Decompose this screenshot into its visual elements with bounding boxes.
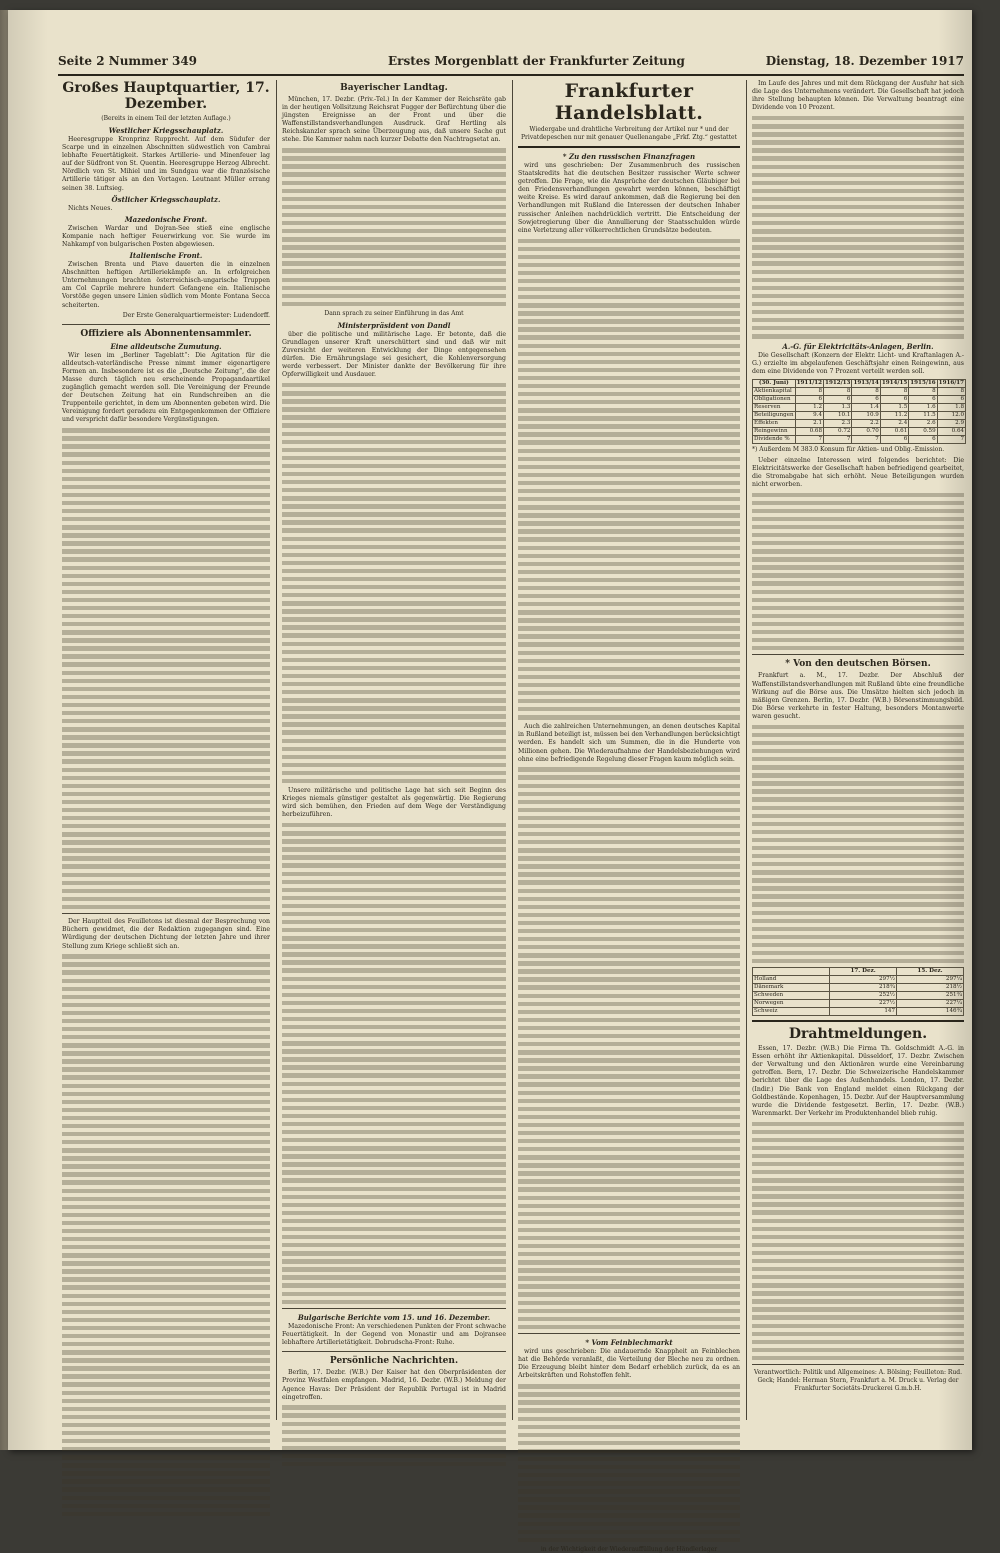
exchange-table-row (753, 1008, 964, 1016)
landtag-text-lines (282, 148, 506, 306)
balance-table-cell: 7 (937, 435, 965, 443)
exchange-table-row (753, 976, 964, 984)
balance-table-cell: 1.8 (937, 403, 965, 411)
balance-table-cell: Reserven (753, 403, 796, 411)
landtag-text-lines-3 (282, 823, 506, 1304)
balance-table-row (753, 395, 966, 403)
balance-table-row (753, 403, 966, 411)
sheet-metal-text: wird uns geschrieben: Die andauernde Knappheit an Feinblechen hat die Behörde veranlaßt, die Verteilung der Bleche neu zu ordnen. Die Erzeugung bleibt hinter dem Bedarf erheblich zurück, da es an Arbeitskräften und Rohstoffen fehlt. (518, 1348, 740, 1380)
exchange-table-row (753, 992, 964, 1000)
column-4 (752, 80, 964, 1420)
balance-table-cell: 6 (824, 395, 852, 403)
exchange-table-header-cell (753, 968, 830, 976)
exchange-table-cell: 146¾ (897, 1008, 964, 1016)
balance-table-header-cell: 1911/12 (796, 379, 823, 386)
macedonian-front-text: Zwischen Wardar und Dojran-See stieß eine englische Kompanie nach heftiger Feuerwirkung vor. Sie wurde im Nahkampf von bulgarischen Posten abgewiesen. (62, 224, 270, 248)
balance-table-cell: 2.3 (824, 419, 852, 427)
balance-table-row (753, 411, 966, 419)
exchange-table-header-cell: 17. Dez. (830, 968, 897, 976)
wire-reports-heading: Drahtmeldungen. (788, 1026, 928, 1043)
balance-table-cell: 6 (795, 395, 823, 403)
exchange-table-row (753, 984, 964, 992)
east-front-heading: Östlicher Kriegsschauplatz. (111, 194, 221, 204)
finance-article-lines (518, 239, 740, 720)
aeg-heading: A.-G. für Elektricitäts-Anlagen, Berlin. (782, 342, 934, 352)
balance-table-header-cell: 1914/15 (881, 379, 908, 386)
balance-table-cell: 2.6 (909, 419, 937, 427)
company-report-lines (752, 116, 964, 339)
balance-table-cell: 6 (937, 395, 965, 403)
balance-table-cell: 0.72 (824, 427, 852, 435)
issue-date: Dienstag, 18. Dezember 1917 (765, 54, 964, 68)
officers-article-subtitle: Eine alldeutsche Zumutung. (110, 341, 222, 351)
macedonian-front-heading: Mazedonische Front. (124, 214, 208, 224)
exchange-table-header-cell: 15. Dez. (897, 968, 964, 976)
bulgarian-reports-title: Bulgarische Berichte vom 15. und 16. Dezember. (297, 1313, 491, 1323)
balance-table-cell: 10.1 (824, 411, 852, 419)
exchange-table-cell: 251¾ (897, 992, 964, 1000)
balance-table-cell: Beteiligungen (754, 411, 794, 418)
company-report-text: Im Laufe des Jahres und mit dem Rückgang der Ausfuhr hat sich die Lage des Unternehmens verändert. Die Gesellschaft hat jedoch ihre Stellung behaupten können. Die Verwaltung beantragt eine Dividende von 10 Prozent. (752, 80, 964, 112)
balance-table-row (753, 419, 966, 427)
balance-table-cell: 11.5 (909, 411, 937, 419)
exchange-table-cell: Schweden (753, 992, 830, 1000)
personal-news-lines (282, 1405, 506, 1466)
landtag-text-1: München, 17. Dezbr. (Priv.-Tel.) In der Kammer der Reichsräte gab in der heutigen Vollsitzung Reichsrat Fugger der Befürchtung über die jüngsten Ereignisse an der Front und über die Waffenstillstandsverhandlungen Ausdruck. Graf Hertling als Reichskanzler sprach seine Überzeugung aus, daß unsere Sache gut stehe. Die Kammer nahm nach kurzer Debatte den Nachtragsetat an. (282, 96, 506, 144)
officers-article-title: Offiziere als Abonnentensammler. (80, 328, 252, 339)
finance-article-text-2: Auch die zahlreichen Unternehmungen, an denen deutsches Kapital in Rußland beteiligt ist, müssen bei den Verhandlungen berücksichtigt werden. Es handelt sich um Summen, die in die Hunderte von Millionen gehen. Die Wiederaufnahme der Handelsbeziehungen wird ohne eine befriedigende Regelung dieser Fragen kaum möglich sein. (518, 723, 740, 763)
column-rule (746, 80, 747, 1420)
landtag-subhead-2: Ministerpräsident von Dandl (337, 320, 451, 330)
balance-table-cell: 2.4 (880, 419, 908, 427)
balance-table-cell: 0.59 (909, 427, 937, 435)
feuilleton-text-lines (62, 954, 270, 1516)
feuilleton-divider (62, 913, 270, 914)
balance-table-cell: 1.6 (909, 403, 937, 411)
personal-news-title: Persönliche Nachrichten. (329, 1356, 459, 1367)
personal-news-text: Berlin, 17. Dezbr. (W.B.) Der Kaiser hat den Oberpräsidenten der Provinz Westfalen empfangen. Madrid, 16. Dezbr. (W.B.) Meldung der Agence Havas: Der Präsident der Republik Portugal ist in Madrid eingetroffen. (282, 1369, 506, 1401)
hq-report-title: Großes Hauptquartier, 17. Dezember. (62, 80, 270, 112)
column-rule (276, 80, 277, 1420)
aeg-text: Die Gesellschaft (Konzern der Elektr. Licht- und Kraftanlagen A.-G.) erzielte im abgelaufenen Geschäftsjahr einen Reingewinn, aus dem eine Dividende von 7 Prozent verteilt werden soll. (752, 352, 964, 376)
landtag-text-2: über die politische und militärische Lage. Er betonte, daß die Grundlagen unserer Kraft unerschüttert sind und daß wir mit Zuversicht der weiteren Entwicklung der Dinge entgegensehen dürfen. Die Ernährungslage sei gesichert, die Kohlenversorgung werde verbessert. Der Minister dankte der Bevölkerung für ihre Opferwilligkeit und Ausdauer. (282, 330, 506, 379)
balance-table-cell: 7 (795, 435, 823, 443)
balance-table-cell: 7 (824, 435, 852, 443)
exchange-rate-table (752, 967, 964, 1016)
exchange-table-cell: 218½ (897, 984, 964, 992)
balance-table-cell: 6 (909, 435, 937, 443)
balance-table-cell: 6 (852, 395, 880, 403)
balance-table-cell: 1.5 (880, 403, 908, 411)
balance-table-cell: 8 (824, 387, 852, 395)
balance-table-cell: 11.2 (880, 411, 908, 419)
balance-table-cell: 10.9 (852, 411, 880, 419)
wire-reports-lines (752, 1122, 964, 1361)
balance-table-header-cell: 1915/16 (910, 379, 936, 386)
finance-article-heading: * Zu den russischen Finanzfragen (562, 152, 696, 161)
balance-table-row (753, 427, 966, 435)
stock-exchange-text: Frankfurt a. M., 17. Dezbr. Der Abschluß der Waffenstillstandsverhandlungen mit Rußland übte eine freundliche Wirkung auf die Börse aus. Die Umsätze hielten sich jedoch in mäßigen Grenzen. Berlin, 17. Dezbr. (W.B.) Börsenstimmungsbild. Die Börse verkehrte in fester Haltung, besonders Montanwerte waren gesucht. (752, 672, 964, 720)
exchange-table-cell: 297½ (830, 976, 897, 984)
balance-table-cell: Reingewinn (753, 427, 796, 435)
table-footnote: *) Außerdem M 383.0 Konsum für Aktien- und Oblig.-Emission. (752, 445, 945, 453)
hq-report-subtitle: (Bereits in einem Teil der letzten Auflage.) (101, 115, 231, 122)
exchange-table-cell: Norwegen (753, 1000, 830, 1008)
wire-reports-text: Essen, 17. Dezbr. (W.B.) Die Firma Th. Goldschmidt A.-G. in Essen erhöht ihr Aktienkapital. Düsseldorf, 17. Dezbr. Zwischen der Verwaltung und den Aktionären wurde eine Vereinbarung getroffen. Bern, 17. Dezbr. Die Schweizerische Handelskammer berichtet über die Lage des Außenhandels. London, 17. Dezbr. (Indir.) Die Bank von England meldet einen Rückgang der Goldbestände. Kopenhagen, 15. Dezbr. Auf der Hauptversammlung wurde die Dividende festgesetzt. Berlin, 17. Dezbr. (W.B.) Warenmarkt. Der Verkehr im Produktenhandel blieb ruhig. (752, 1045, 964, 1117)
finance-article-text-1: wird uns geschrieben: Der Zusammenbruch des russischen Staatskredits hat die deutschen Besitzer russischer Werte schwer getroffen. Die Frage, wie die Ansprüche der deutschen Gläubiger bei den Friedensverhandlungen gewahrt werden können, beschäftigt weite Kreise. Es wird darauf ankommen, daß die Regierung bei den Verhandlungen mit Rußland die Interessen der deutschen Inhaber russischer Anleihen nachdrücklich vertritt. Die Entscheidung der Sowjetregierung über die Annullierung der Staatsschulden würde eine Verletzung aller völkerrechtlichen Grundsätze bedeuten. (518, 162, 740, 234)
balance-table-cell: 2.2 (852, 419, 880, 427)
balance-table-cell: 12.0 (937, 411, 965, 419)
sheet-metal-heading: * Vom Feinblechmarkt (585, 1338, 673, 1348)
balance-table-cell: 0.70 (852, 427, 880, 435)
finance-article-lines-2 (518, 767, 740, 1329)
balance-table-cell: 8 (852, 387, 880, 395)
exchange-table-cell: 218¾ (830, 984, 897, 992)
column-rule (512, 80, 513, 1420)
stock-exchange-lines (752, 725, 964, 964)
balance-table-cell: 0.68 (795, 427, 823, 435)
balance-table-cell: 6 (880, 395, 908, 403)
page-number: Seite 2 Nummer 349 (58, 54, 198, 68)
officers-article-text: Wir lesen im „Berliner Tageblatt“: Die Agitation für die alldeutsch-vaterländische Presse nimmt immer eigenartigere Formen an. Insbesondere ist es die „Deutsche Zeitung“, die der Masse durch täglich neu erscheinende Propagandaartikel zugänglich gemacht werden soll. Die Vereinigung der Freunde der Deutschen Zeitung hat ein Rundschreiben an die Truppenteile gerichtet, in dem um Abonnenten gebeten wird. Die Vereinigung fordert geradezu ein Entgegenkommen der Offiziere und verspricht dafür besondere Vergünstigungen. (62, 351, 270, 424)
exchange-table-cell: Schweiz (753, 1008, 830, 1016)
balance-table-cell: Aktienkapital (753, 387, 796, 395)
balance-table-cell: 1.3 (824, 403, 852, 411)
exchange-table-cell: 252½ (830, 992, 897, 1000)
sheet-metal-lines (518, 1384, 740, 1542)
balance-table-cell: 0.61 (880, 427, 908, 435)
balance-table-cell: 6 (880, 435, 908, 443)
divider (282, 1351, 506, 1352)
handelsblatt-note: Wiedergabe und drahtliche Verbreitung der Artikel nur * und der Privatdepeschen nur mit genauer Quellenangabe „Frkf. Ztg.“ gestattet (521, 126, 737, 141)
landtag-text-3: Unsere militärische und politische Lage hat sich seit Beginn des Krieges niemals günstiger gestaltet als gegenwärtig. Die Regierung wird sich bemühen, den Frieden auf dem Wege der Verständigung herbeizuführen. (282, 786, 506, 819)
balance-table-cell: 1.2 (795, 403, 823, 411)
divider (752, 1020, 964, 1022)
balance-table-cell: 2.9 (937, 419, 965, 427)
exchange-table-cell: 147 (830, 1008, 897, 1016)
exchange-table-cell: 227¼ (897, 1000, 964, 1008)
balance-table-cell: Effekten (753, 419, 796, 427)
body-text-lines (62, 428, 270, 909)
balance-table-cell: 0.64 (937, 427, 965, 435)
balance-table-header-cell: (30. Juni) (753, 379, 796, 387)
imprint: Verantwortlich: Politik und Allgemeines: A. Bölsing; Feuilleton: Rud. Geck; Handel: Herman Stern, Frankfurt a. M. Druck u. Verlag der Frankfurter Societäts-Druckerei G.m.b.H. (753, 1369, 963, 1393)
divider (62, 324, 270, 325)
balance-table-header-cell: 1912/13 (825, 379, 851, 386)
balance-table-header-cell: 1916/17 (938, 379, 965, 386)
column-2 (282, 80, 506, 1420)
report-signature: Der Erste Generalquartiermeister: Ludendorff. (122, 311, 270, 319)
exchange-table-row (753, 1000, 964, 1008)
balance-table-row (753, 435, 966, 443)
landtag-title: Bayerischer Landtag. (340, 83, 448, 93)
divider (282, 1308, 506, 1309)
east-front-text: Nichts Neues. (68, 204, 113, 212)
balance-table-cell: 9.4 (795, 411, 823, 419)
west-front-heading: Westlicher Kriegsschauplatz. (108, 126, 224, 135)
exchange-table-cell: Dänemark (753, 984, 830, 992)
balance-table-cell: 8 (880, 387, 908, 395)
exchange-table-cell: 297¼ (897, 976, 964, 984)
balance-table (752, 379, 966, 444)
balance-table-cell: 7 (852, 435, 880, 443)
stock-exchange-heading: * Von den deutschen Börsen. (785, 659, 931, 670)
masthead (58, 52, 964, 76)
balance-table-cell: Obligationen (753, 395, 796, 403)
aeg-details-text: Ueber einzelne Interessen wird folgendes berichtet: Die Elektricitätswerke der Gesellschaft haben befriedigend gearbeitet, die Stromabgabe hat sich erhöht. Neue Beteiligungen wurden nicht erworben. (752, 456, 964, 488)
balance-table-cell: 6 (909, 395, 937, 403)
bulgarian-reports-text: Mazedonische Front: An verschiedenen Punkten der Front schwache Feuertätigkeit. In der Gegend von Monastir und am Dojransee lebhaftere Artillerietätigkeit. Dobrudscha-Front: Ruhe. (282, 1323, 506, 1347)
italian-front-text: Zwischen Brenta und Piave dauerten die in einzelnen Abschnitten heftigen Artilleriekämpfe an. In erfolgreichen Unternehmungen brachten österreichisch-ungarische Truppen am Col Caprile mehrere hundert Gefangene ein. Italienische Vorstöße gegen unsere Linien südlich vom Monte Fontana Secca scheiterten. (62, 261, 270, 309)
handelsblatt-title: Frankfurter Handelsblatt. (554, 80, 704, 124)
balance-table-cell: 8 (937, 387, 965, 395)
west-front-text: Heeresgruppe Kronprinz Rupprecht. Auf dem Südufer der Scarpe und in einzelnen Abschnitten südwestlich von Cambrai lebhafte Feuertätigkeit. Starkes Artillerie- und Minenfeuer lag auf der Südfront von St. Quentin. Heeresgruppe Herzog Albrecht. Nördlich von St. Mihiel und im Sundgau war die französische Artillerie tätiger als an den Vortagen. Leutnant Müller errang seinen 38. Luftsieg. (62, 136, 270, 192)
aeg-details-lines (752, 493, 964, 651)
balance-table-header-cell: 1913/14 (853, 379, 879, 386)
column-3 (518, 80, 740, 1553)
divider (518, 1333, 740, 1334)
balance-table-row (753, 387, 966, 395)
exchange-table-cell: Holland (753, 976, 830, 984)
balance-table-cell: Dividende % (753, 435, 796, 443)
italian-front-heading: Italienische Front. (129, 251, 203, 261)
balance-table-cell: 2.1 (795, 419, 823, 427)
exchange-table-cell: 227½ (830, 1000, 897, 1008)
sheet-metal-last-line: in der Wichtigkeit der Wiederauffüllung der Händlerlager (540, 1545, 718, 1553)
balance-table-cell: 8 (795, 387, 823, 395)
feuilleton-text: Der Hauptteil des Feuilletons ist diesmal der Besprechung von Büchern gewidmet, die der Redaktion zugegangen sind. Eine Würdigung der deutschen Dichtung der letzten Jahre und ihrer Stellung zum Kriege schließt sich an. (62, 918, 270, 950)
landtag-text-lines-2 (282, 383, 506, 783)
balance-table-cell: 8 (909, 387, 937, 395)
divider (752, 654, 964, 655)
newspaper-name: Erstes Morgenblatt der Frankfurter Zeitung (388, 54, 685, 68)
column-1 (62, 80, 270, 1420)
divider (752, 1364, 964, 1365)
balance-table-cell: 1.4 (852, 403, 880, 411)
divider (518, 146, 740, 148)
landtag-subhead-1: Dann sprach zu seiner Einführung in das Amt (324, 309, 464, 317)
